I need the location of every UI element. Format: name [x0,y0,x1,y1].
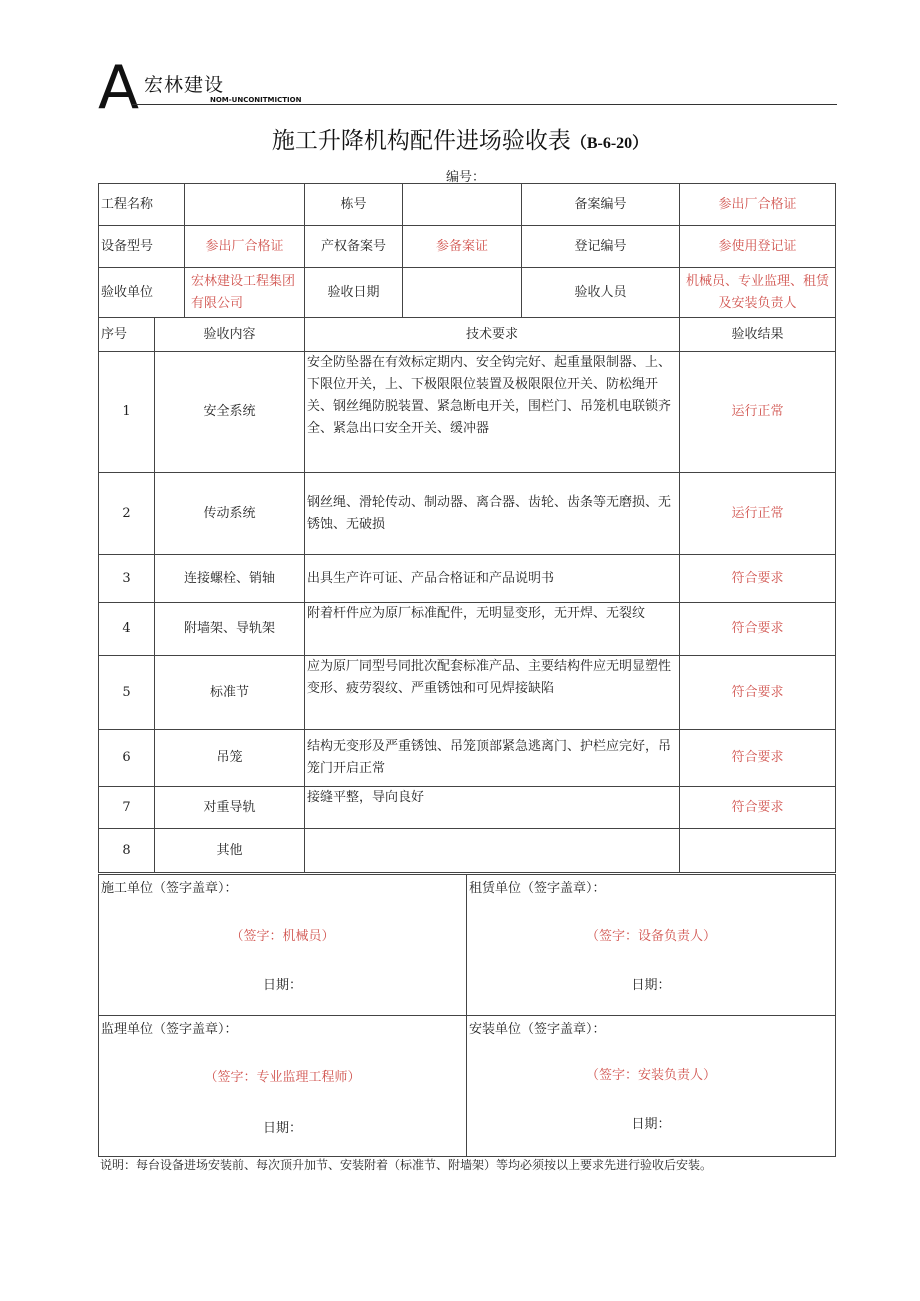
register-no-label: 登记编号 [522,226,680,268]
title-code: （B-6-20） [570,135,649,152]
column-header-result: 验收结果 [680,318,836,352]
row-requirement: 安全防坠器在有效标定期内、安全钩完好、起重量限制器、上、下限位开关，上、下极限限位装置及极限限位开关、防松绳开关、钢丝绳防脱装置、紧急断电开关，围栏门、吊笼机电联锁齐全、紧急出口安全开关、缓冲器 [305,352,680,473]
row-content: 安全系统 [155,352,305,473]
logo-company-name: 宏林建设 [144,74,225,96]
acceptance-unit-field[interactable]: 宏林建设工程集团有限公司 [185,268,305,318]
footnote: 说明：每台设备进场安装前、每次顶升加节、安装附着（标准节、附墙架）等均必须按以上要求先进行验收后安装。 [100,1158,713,1172]
info-row-3 [99,268,836,318]
row-requirement [305,829,680,873]
info-row-1 [99,184,836,226]
signature-row [99,1016,836,1157]
column-header-no: 序号 [99,318,155,352]
acceptance-staff-field[interactable]: 机械员、专业监理、租赁及安装负责人 [680,268,836,318]
signature-table [98,874,836,1157]
install-unit-signer: （签字：安装负责人） [585,1068,716,1083]
table-row [99,555,836,603]
table-header-row [99,318,836,352]
acceptance-date-field[interactable] [403,268,522,318]
row-result[interactable] [680,829,836,873]
row-no: 7 [99,787,155,829]
install-unit-label: 安装单位（签字盖章）： [469,1022,606,1037]
construction-unit-label: 施工单位（签字盖章）： [101,881,238,896]
row-requirement: 应为原厂同型号同批次配套标准产品、主要结构件应无明显塑性变形、疲劳裂纹、严重锈蚀和可见焊接缺陷 [305,656,680,730]
table-row [99,473,836,555]
row-no: 3 [99,555,155,603]
lease-unit-signature[interactable] [467,875,836,1016]
acceptance-staff-label: 验收人员 [522,268,680,318]
supervision-unit-signature[interactable] [99,1016,467,1157]
row-requirement: 出具生产许可证、产品合格证和产品说明书 [305,555,680,603]
lease-unit-date: 日期： [631,978,671,993]
row-requirement: 接缝平整，导向良好 [305,787,680,829]
row-requirement: 附着杆件应为原厂标准配件，无明显变形，无开焊、无裂纹 [305,603,680,656]
row-no: 5 [99,656,155,730]
row-result[interactable]: 符合要求 [680,730,836,787]
acceptance-unit-label: 验收单位 [99,268,185,318]
row-result[interactable]: 符合要求 [680,787,836,829]
supervision-unit-signer: （签字：专业监理工程师） [204,1070,361,1085]
serial-number-label: 编号： [446,170,486,185]
table-row [99,603,836,656]
table-row [99,829,836,873]
row-result[interactable]: 运行正常 [680,473,836,555]
row-content: 吊笼 [155,730,305,787]
inspection-table [98,183,836,873]
row-requirement: 结构无变形及严重锈蚀、吊笼顶部紧急逃离门、护栏应完好，吊笼门开启正常 [305,730,680,787]
row-no: 4 [99,603,155,656]
row-content: 连接螺栓、销轴 [155,555,305,603]
row-content: 传动系统 [155,473,305,555]
building-field[interactable] [403,184,522,226]
supervision-unit-date: 日期： [262,1121,302,1136]
building-label: 栋号 [305,184,403,226]
header-divider [132,104,837,105]
project-name-field[interactable] [185,184,305,226]
record-no-field[interactable]: 参出厂合格证 [680,184,836,226]
row-content: 对重导轨 [155,787,305,829]
document-title [0,122,920,155]
construction-unit-date: 日期： [262,978,302,993]
row-result[interactable]: 运行正常 [680,352,836,473]
row-no: 2 [99,473,155,555]
row-content: 附墙架、导轨架 [155,603,305,656]
title-main: 施工升降机构配件进场验收表 [271,128,571,154]
lease-unit-label: 租赁单位（签字盖章）： [469,881,606,896]
row-result[interactable]: 符合要求 [680,603,836,656]
row-result[interactable]: 符合要求 [680,656,836,730]
info-row-2 [99,226,836,268]
lease-unit-signer: （签字：设备负责人） [585,929,716,944]
record-no-label: 备案编号 [522,184,680,226]
install-unit-signature[interactable] [467,1016,836,1157]
construction-unit-signer: （签字：机械员） [230,929,335,944]
acceptance-date-label: 验收日期 [305,268,403,318]
logo-mark: A [98,53,140,123]
row-no: 8 [99,829,155,873]
logo-subtitle: NOM-UNCONITMICTION [210,96,302,104]
table-row [99,656,836,730]
row-content: 其他 [155,829,305,873]
signature-row [99,875,836,1016]
table-row [99,352,836,473]
row-no: 1 [99,352,155,473]
row-requirement: 钢丝绳、滑轮传动、制动器、离合器、齿轮、齿条等无磨损、无锈蚀、无破损 [305,473,680,555]
column-header-content: 验收内容 [155,318,305,352]
construction-unit-signature[interactable] [99,875,467,1016]
property-record-label: 产权备案号 [305,226,403,268]
model-label: 设备型号 [99,226,185,268]
supervision-unit-label: 监理单位（签字盖章）： [101,1022,238,1037]
project-name-label: 工程名称 [99,184,185,226]
model-field[interactable]: 参出厂合格证 [185,226,305,268]
property-record-field[interactable]: 参备案证 [403,226,522,268]
row-no: 6 [99,730,155,787]
register-no-field[interactable]: 参使用登记证 [680,226,836,268]
row-result[interactable]: 符合要求 [680,555,836,603]
row-content: 标准节 [155,656,305,730]
column-header-requirement: 技术要求 [305,318,680,352]
install-unit-date: 日期： [631,1117,671,1132]
table-row [99,787,836,829]
table-row [99,730,836,787]
